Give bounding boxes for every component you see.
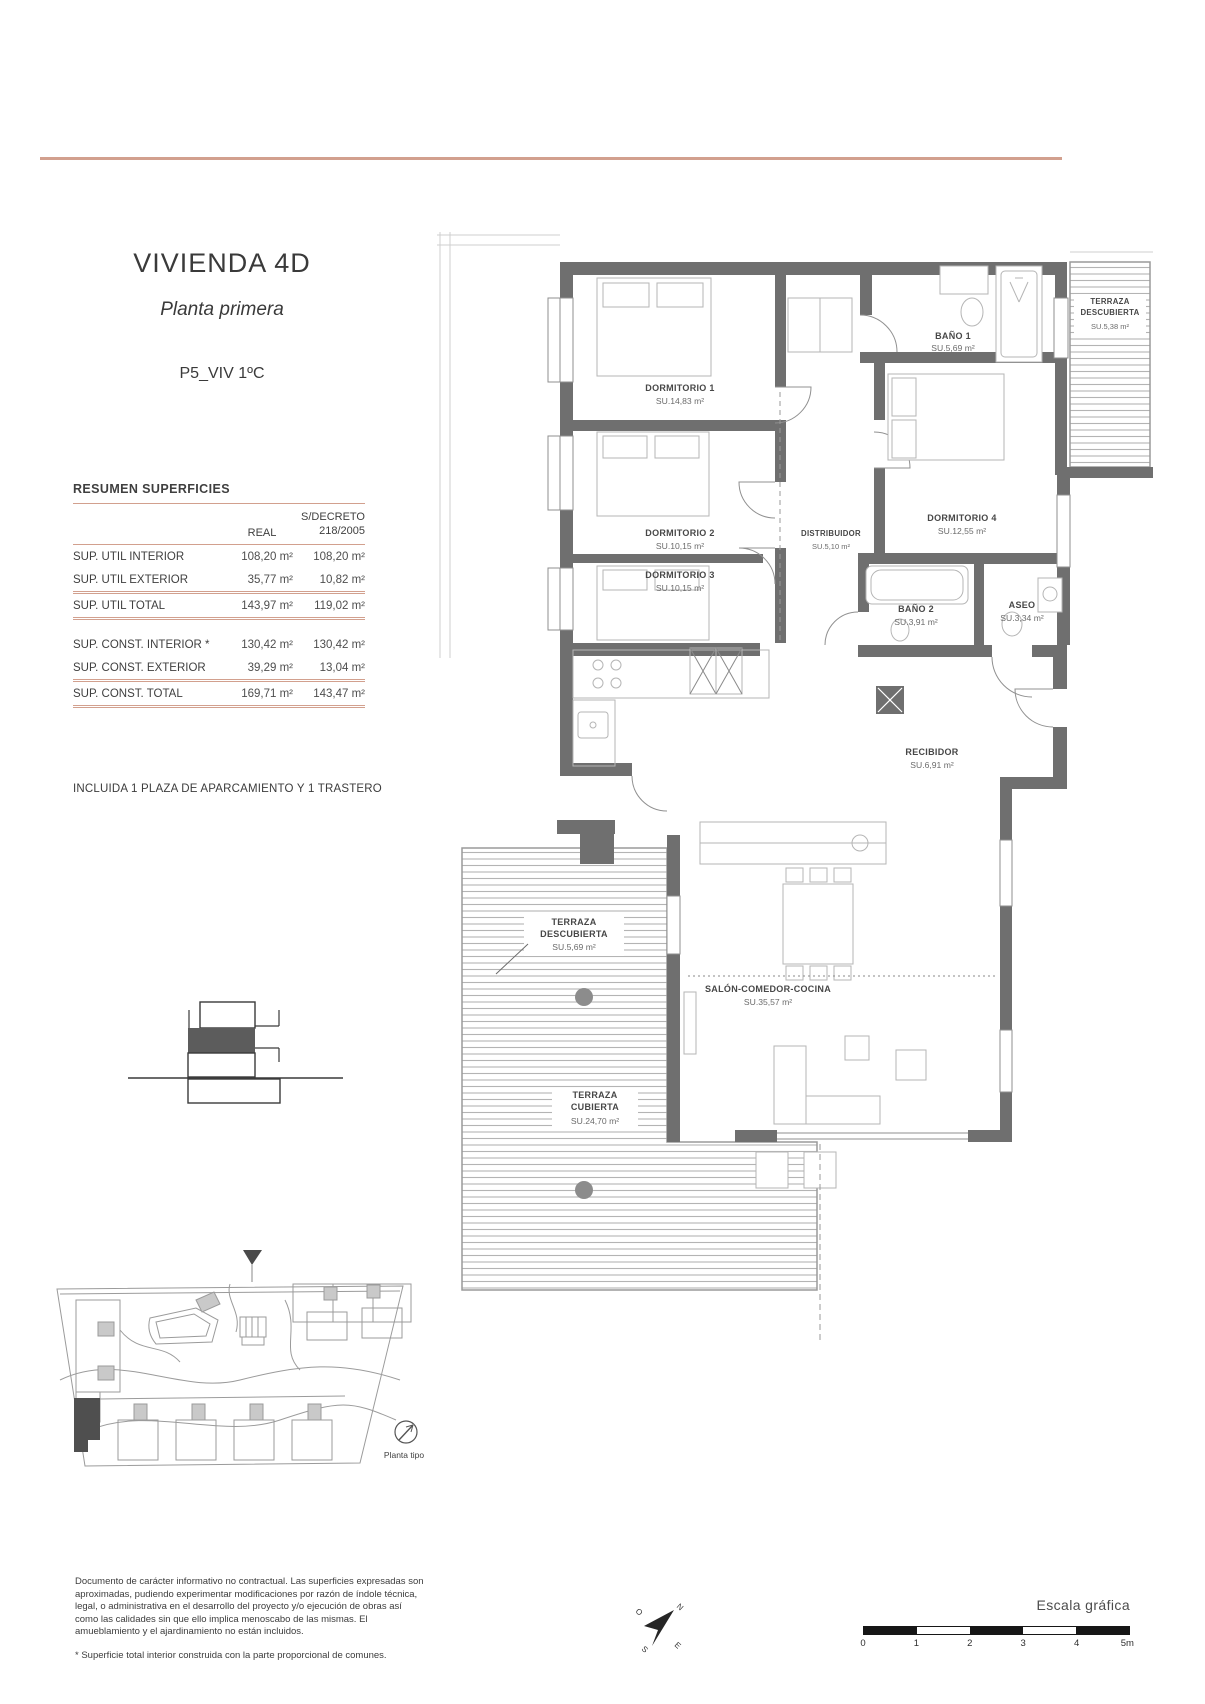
room-label: DESCUBIERTA <box>1080 308 1140 317</box>
table-row: SUP. CONST. EXTERIOR 39,29 m² 13,04 m² <box>73 656 365 682</box>
compass-icon <box>618 1592 694 1668</box>
room-label: DESCUBIERTA <box>540 929 608 939</box>
graphic-scale <box>860 1597 1134 1652</box>
key-section-diagram <box>110 995 355 1110</box>
room-area: SU.5,10 m² <box>812 542 850 551</box>
site-plan-caption: Planta tipo <box>383 1450 425 1460</box>
compass-s: S <box>639 1644 650 1655</box>
floor-plan <box>430 225 1155 1365</box>
header-decreto: S/DECRETO 218/2005 <box>301 511 365 537</box>
room-label: CUBIERTA <box>570 1102 620 1112</box>
room-label: DORMITORIO 1 <box>645 383 715 393</box>
room-label: TERRAZA <box>551 917 597 927</box>
room-area: SU.3,34 m² <box>1000 613 1044 623</box>
page-title: VIVIENDA 4D <box>133 248 311 278</box>
highlighted-floor <box>188 1028 255 1053</box>
header-real: REAL <box>247 526 277 539</box>
room-label: BAÑO 1 <box>935 331 971 341</box>
room-label: DORMITORIO 3 <box>645 570 715 580</box>
site-roads <box>60 1284 400 1430</box>
table-row: SUP. CONST. INTERIOR * 130,42 m² 130,42 m² <box>73 638 365 651</box>
table-row: SUP. UTIL TOTAL 143,97 m² 119,02 m² <box>73 594 365 620</box>
scale-ticks: 0 1 2 3 4 5m <box>860 1638 1134 1649</box>
room-label: SALÓN-COMEDOR-COCINA <box>705 984 831 994</box>
title-block <box>82 248 362 383</box>
room-area: SU.6,91 m² <box>910 760 954 770</box>
room-area: SU.12,55 m² <box>937 526 987 536</box>
footnote: * Superficie total interior construida con la parte proporcional de comunes. <box>75 1650 387 1661</box>
room-label: DISTRIBUIDOR <box>801 529 861 538</box>
room-area: SU.5,69 m² <box>931 343 975 353</box>
scale-bar <box>863 1626 1130 1635</box>
scale-title: Escala gráfica <box>1036 1597 1130 1613</box>
room-area: SU.35,57 m² <box>743 997 793 1007</box>
table-header <box>73 504 365 545</box>
room-label: TERRAZA <box>572 1090 618 1100</box>
shafts <box>690 648 904 714</box>
room-label: BAÑO 2 <box>898 604 934 614</box>
page-subtitle: Planta primera <box>160 299 284 320</box>
room-area: SU.10,15 m² <box>655 541 705 551</box>
table-row: SUP. UTIL EXTERIOR 35,77 m² 10,82 m² <box>73 568 365 594</box>
surface-summary-table <box>73 482 365 708</box>
room-label: RECIBIDOR <box>905 747 959 757</box>
table-spacer <box>73 620 365 633</box>
room-area: SU.10,15 m² <box>655 583 705 593</box>
location-marker-icon <box>243 1250 262 1265</box>
planta-tipo-icon <box>395 1421 417 1443</box>
room-area: SU.5,38 m² <box>1091 322 1129 331</box>
room-label: TERRAZA <box>1090 297 1130 306</box>
room-label: DORMITORIO 2 <box>645 528 715 538</box>
site-plan <box>45 1240 435 1475</box>
compass-o: O <box>633 1606 645 1618</box>
compass-n: N <box>674 1601 686 1613</box>
table-row: SUP. CONST. TOTAL 169,71 m² 143,47 m² <box>73 682 365 708</box>
highlighted-unit <box>74 1398 100 1452</box>
compass-e: E <box>672 1640 683 1651</box>
parking-note: INCLUIDA 1 PLAZA DE APARCAMIENTO Y 1 TRASTERO <box>73 783 382 795</box>
room-area: SU.14,83 m² <box>655 396 705 406</box>
accent-rule <box>40 157 1062 160</box>
room-label: ASEO <box>1008 600 1036 610</box>
site-buildings <box>74 1284 411 1460</box>
room-area: SU.5,69 m² <box>552 942 596 952</box>
table-title: RESUMEN SUPERFICIES <box>73 482 365 504</box>
unit-code: P5_VIV 1ºC <box>179 365 265 382</box>
legal-disclaimer: Documento de carácter informativo no contractual. Las superficies expresadas son aproximadas, pudiendo experimentar modificaciones por razón de índole técnica, legal, o administrativa en el desarrollo del proyecto y/o ejecución de obras así como las calidades sin que ello implica menoscabo de las mismas. El amueblamiento y el ajardinamiento no están incluidos. <box>75 1576 424 1637</box>
table-row: SUP. UTIL INTERIOR 108,20 m² 108,20 m² <box>73 550 365 563</box>
room-area: SU.3,91 m² <box>894 617 938 627</box>
room-label: DORMITORIO 4 <box>927 513 997 523</box>
room-area: SU.24,70 m² <box>570 1116 620 1126</box>
